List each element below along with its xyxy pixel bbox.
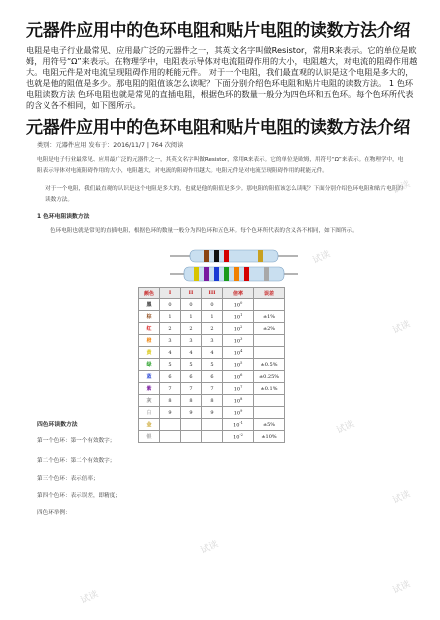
- article-paragraph-2: 对于一个电阻，我们最直观的认识是这个电阻是多大的，也就是他的阻值是多少。那电阻的阻值该怎么读呢？下面分别介绍色环电阻和贴片电阻的读数方法。: [45, 186, 404, 203]
- col-first-digit: I: [160, 288, 181, 299]
- multiplier-base: 10: [233, 410, 241, 417]
- digit-2-cell: 4: [181, 347, 202, 359]
- multiplier-base: 10: [233, 338, 241, 345]
- tolerance-cell: [254, 407, 285, 419]
- multiplier-cell: [223, 299, 254, 311]
- multiplier-base: 10: [233, 326, 241, 333]
- digit-3-cell: [202, 419, 223, 431]
- digit-1-cell: 4: [160, 347, 181, 359]
- multiplier-base: 10: [233, 398, 241, 405]
- digit-2-cell: 1: [181, 311, 202, 323]
- multiplier-base: 10: [233, 314, 241, 321]
- watermark: 试读: [391, 179, 412, 197]
- multiplier-exponent: 4: [240, 348, 243, 353]
- digit-1-cell: 3: [160, 335, 181, 347]
- multiplier-base: 10: [233, 302, 241, 309]
- multiplier-cell: [223, 347, 254, 359]
- multiplier-exponent: 0: [240, 300, 243, 305]
- watermark: 试读: [79, 589, 100, 607]
- color-name-cell: 紫: [139, 383, 160, 395]
- digit-1-cell: 2: [160, 323, 181, 335]
- multiplier-base: 10: [233, 362, 241, 369]
- digit-2-cell: 6: [181, 371, 202, 383]
- color-name-cell: 黄: [139, 347, 160, 359]
- digit-2-cell: 7: [181, 383, 202, 395]
- color-name-cell: 银: [139, 431, 160, 443]
- digit-1-cell: 0: [160, 299, 181, 311]
- col-second-digit: II: [181, 288, 202, 299]
- article-title: 元器件应用中的色环电阻和贴片电阻的读数方法介绍: [26, 118, 411, 138]
- multiplier-exponent: -2: [239, 432, 243, 437]
- watermark: 试读: [311, 249, 332, 267]
- digit-3-cell: 6: [202, 371, 223, 383]
- multiplier-exponent: 2: [240, 324, 243, 329]
- color-name-cell: 金: [139, 419, 160, 431]
- list-item: 第三个色环：表示倍率；: [37, 476, 99, 482]
- multiplier-exponent: -1: [239, 420, 243, 425]
- tolerance-cell: ±0.25%: [254, 371, 285, 383]
- color-code-header-row: [139, 288, 285, 299]
- multiplier-base: 10: [233, 350, 241, 357]
- tolerance-cell: ±1%: [254, 311, 285, 323]
- multiplier-base: 10: [233, 386, 241, 393]
- multiplier-base: 10: [233, 434, 240, 441]
- tolerance-cell: ±0.1%: [254, 383, 285, 395]
- color-code-row: [139, 335, 285, 347]
- section-heading-color-ring: 1 色环电阻读数方法: [37, 214, 90, 220]
- color-code-row: [139, 419, 285, 431]
- multiplier-exponent: 1: [240, 312, 243, 317]
- article-paragraph-3: 色环电阻也就是常见的直插电阻，根据色环的数量一般分为四色环和五色环。每个色环所代表的含义各不相同，如下图所示。: [50, 228, 358, 234]
- multiplier-cell: [223, 335, 254, 347]
- color-code-row: [139, 323, 285, 335]
- tolerance-cell: [254, 395, 285, 407]
- multiplier-exponent: 9: [240, 408, 243, 413]
- multiplier-base: 10: [233, 422, 240, 429]
- multiplier-cell: [223, 383, 254, 395]
- tolerance-cell: ±0.5%: [254, 359, 285, 371]
- digit-2-cell: 3: [181, 335, 202, 347]
- watermark: 试读: [391, 319, 412, 337]
- list-item: 第二个色环：第二个有效数字；: [37, 458, 116, 464]
- color-code-row: [139, 299, 285, 311]
- multiplier-exponent: 6: [240, 372, 243, 377]
- col-tolerance: 误差: [254, 288, 285, 299]
- digit-3-cell: 4: [202, 347, 223, 359]
- digit-2-cell: [181, 419, 202, 431]
- color-name-cell: 黑: [139, 299, 160, 311]
- color-name-cell: 红: [139, 323, 160, 335]
- color-code-table: [138, 287, 285, 443]
- multiplier-exponent: 8: [240, 396, 243, 401]
- watermark: 试读: [391, 489, 412, 507]
- digit-1-cell: 9: [160, 407, 181, 419]
- digit-3-cell: 0: [202, 299, 223, 311]
- color-code-row: [139, 347, 285, 359]
- digit-2-cell: 0: [181, 299, 202, 311]
- intro-tail: 对于一个电阻，我们最直观的认识是这个电阻是多大的，也就是他的阻值是多少。那电阻的阻值该怎么读呢？下面分别介绍色环电阻和贴片电阻的读数方法。: [26, 67, 414, 88]
- intro-sub-text: 色环电阻也就是常见的直插电阻，根据色环的数量一般分为四色环和五色环。每个色环所代表的含义各不相同，如下图所示。: [26, 89, 414, 110]
- digit-1-cell: [160, 419, 181, 431]
- digit-3-cell: 5: [202, 359, 223, 371]
- tolerance-cell: ±2%: [254, 323, 285, 335]
- section-heading-four-band: 四色环读数方法: [37, 422, 78, 428]
- color-code-row: [139, 311, 285, 323]
- resistor-5-band: [170, 267, 298, 281]
- multiplier-cell: [223, 407, 254, 419]
- multiplier-cell: [223, 359, 254, 371]
- tolerance-cell: [254, 335, 285, 347]
- article-meta: 类别：元器件应用 发布于：2016/11/7 | 764 次阅读: [37, 142, 184, 149]
- intro-summary: [26, 45, 419, 111]
- digit-3-cell: 8: [202, 395, 223, 407]
- multiplier-base: 10: [233, 374, 241, 381]
- digit-2-cell: 9: [181, 407, 202, 419]
- col-color: 颜色: [139, 288, 160, 299]
- intro-text: 电阻是电子行业最常见、应用最广泛的元器件之一，其英文名字叫做Resistor，常用R来表示。它的单位是欧姆，用符号“Ω”来表示。在物理学中，电阻表示导体对电流阻碍作用的大小，电阻越大，对电流的阻碍作用越大。电阻元件是对电流呈现阻碍作用的耗能元件。: [26, 45, 418, 77]
- color-code-row: [139, 371, 285, 383]
- resistor-illustration: [170, 246, 298, 286]
- color-name-cell: 棕: [139, 311, 160, 323]
- digit-2-cell: 2: [181, 323, 202, 335]
- tolerance-cell: [254, 347, 285, 359]
- color-name-cell: 灰: [139, 395, 160, 407]
- color-code-row: [139, 407, 285, 419]
- digit-1-cell: 8: [160, 395, 181, 407]
- article-paragraph-1: 电阻是电子行业最常见、应用最广泛的元器件之一，其英文名字叫做Resistor，常用R来表示。它的单位是欧姆，用符号“Ω”来表示。在物理学中，电阻表示导体对电流阻碍作用的大小，电阻越大，对电流的阻碍作用越大。电阻元件是对电流呈现阻碍作用的耗能元件。: [37, 157, 404, 174]
- multiplier-cell: [223, 431, 254, 443]
- color-code-row: [139, 383, 285, 395]
- intro-sub-number: 1: [388, 78, 395, 88]
- list-item: 第四个色环：表示误差，即精度；: [37, 493, 121, 499]
- color-code-row: [139, 395, 285, 407]
- document-title: 元器件应用中的色环电阻和贴片电阻的读数方法介绍: [26, 21, 411, 41]
- multiplier-cell: [223, 419, 254, 431]
- digit-2-cell: 8: [181, 395, 202, 407]
- intro-sub-heading: 色环电阻读数方法: [26, 78, 414, 99]
- list-item: 四色环举例：: [37, 510, 71, 516]
- multiplier-exponent: 3: [240, 336, 243, 341]
- col-multiplier: 倍率: [223, 288, 254, 299]
- digit-1-cell: 6: [160, 371, 181, 383]
- list-item: 第一个色环：第一个有效数字；: [37, 438, 116, 444]
- color-code-row: [139, 359, 285, 371]
- digit-2-cell: [181, 431, 202, 443]
- multiplier-cell: [223, 395, 254, 407]
- multiplier-cell: [223, 371, 254, 383]
- watermark: 试读: [199, 539, 220, 557]
- color-name-cell: 绿: [139, 359, 160, 371]
- digit-3-cell: 7: [202, 383, 223, 395]
- digit-2-cell: 5: [181, 359, 202, 371]
- multiplier-exponent: 5: [240, 360, 243, 365]
- color-code-row: [139, 431, 285, 443]
- digit-3-cell: 3: [202, 335, 223, 347]
- tolerance-cell: [254, 299, 285, 311]
- digit-1-cell: 5: [160, 359, 181, 371]
- digit-1-cell: [160, 431, 181, 443]
- digit-3-cell: [202, 431, 223, 443]
- tolerance-cell: ±10%: [254, 431, 285, 443]
- digit-3-cell: 2: [202, 323, 223, 335]
- multiplier-exponent: 7: [240, 384, 243, 389]
- digit-3-cell: 1: [202, 311, 223, 323]
- watermark: 试读: [391, 579, 412, 597]
- resistor-4-band: [170, 250, 298, 262]
- multiplier-cell: [223, 323, 254, 335]
- color-name-cell: 白: [139, 407, 160, 419]
- watermark: 试读: [335, 419, 356, 437]
- digit-1-cell: 1: [160, 311, 181, 323]
- multiplier-cell: [223, 311, 254, 323]
- tolerance-cell: ±5%: [254, 419, 285, 431]
- digit-1-cell: 7: [160, 383, 181, 395]
- color-name-cell: 橙: [139, 335, 160, 347]
- digit-3-cell: 9: [202, 407, 223, 419]
- col-third-digit: III: [202, 288, 223, 299]
- color-name-cell: 蓝: [139, 371, 160, 383]
